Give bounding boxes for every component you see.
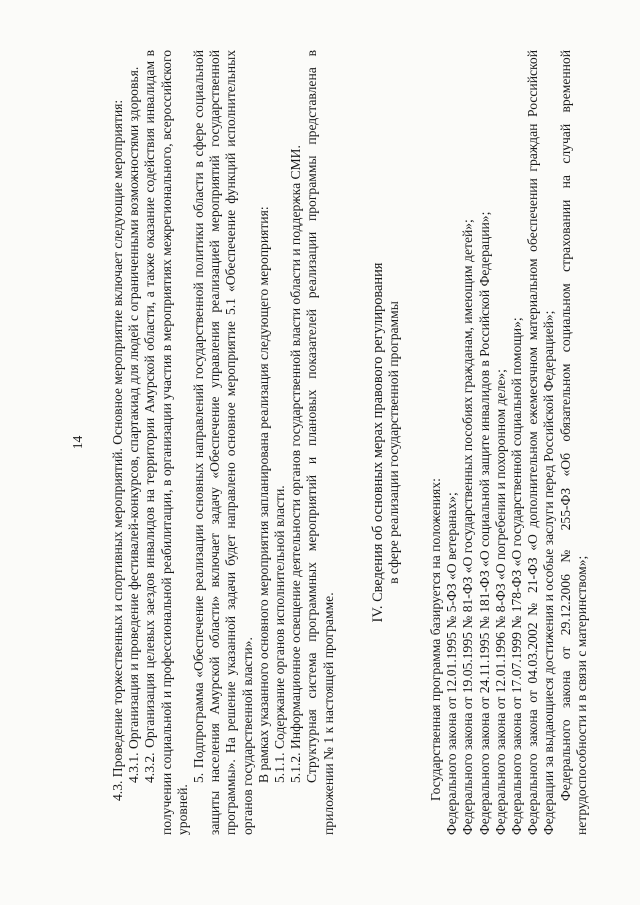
heading-line-2: в сфере реализации государственной программы (386, 301, 402, 584)
page-number: 14 (70, 435, 85, 450)
law-item: Федерального закона от 12.01.1995 № 5-ФЗ «О ветеранах»; (444, 492, 460, 835)
law-item: Федерального закона от 12.01.1996 № 8-ФЗ «О погребении и похоронном деле»; (492, 369, 508, 835)
item-4-3-2: 4.3.2. Организация целевых заездов инвалидов на территории Амурской области, а также оказание содействия инвалидам в получении социальной и профессиональной реабилитации, в организации участия в мероприятиях межрегионального, всероссийского уровней. (142, 50, 190, 835)
law-item: Федерального закона от 17.07.1999 № 178-ФЗ «О государственной социальной помощи»; (509, 317, 525, 835)
item-structure-note: Структурная система программных мероприятий и плановых показателей реализации программы представлена в приложении № 1 к настоящей программе. (304, 50, 336, 835)
item-4-3: 4.3. Проведение торжественных и спортивных мероприятий. Основное мероприятие включает следующие мероприятия: (110, 99, 125, 801)
laws-intro: Государственная программа базируется на положениях: (428, 478, 443, 801)
law-item: Федерального закона от 04.03.2002 № 21-ФЗ «О дополнительном ежемесячном материальном обеспечении граждан Российской Федерации за выдающиеся достижения и особые заслуги перед Российской Федерацией»; (525, 50, 557, 835)
item-4-3-1: 4.3.1. Организация и проведение фестивалей-конкурсов, спартакиад для людей с ограниченными возможностями здоровья. (126, 66, 142, 783)
item-5-intro: В рамках указанного основного мероприятия запланирована реализация следующего мероприятия: (255, 206, 271, 783)
item-5: 5. Подпрограмма «Обеспечение реализации основных направлений государственной политики области в сфере социальной защиты населения Амурской области» включает задачу «Обеспечение управления реализацией мероприятий государственной программы». На решение указанной задачи будет направлено основное мероприятие 5.1 «Обеспечение функций исполнительных органов государственной власти». (191, 50, 255, 835)
law-item: Федерального закона от 29.12.2006 № 255-ФЗ «Об обязательном социальном страховании на случай временной нетрудоспособности и в связи с материнством»; (557, 50, 589, 835)
section-iv-heading (370, 50, 402, 835)
law-item: Федерального закона от 19.05.1995 № 81-ФЗ «О государственных пособиях гражданам, имеющим детей»; (460, 219, 476, 835)
laws-list (428, 50, 590, 835)
heading-line-1: IV. Сведения об основных мерах правового регулирования (370, 262, 386, 623)
law-item: Федерального закона от 24.11.1995 № 181-ФЗ «О социальной защите инвалидов в Российской Федерации»; (476, 211, 492, 835)
item-5-1-2: 5.1.2. Информационное освещение деятельности органов государственной власти области и поддержка СМИ. (288, 145, 304, 783)
item-5-1-1: 5.1.1. Содержание органов исполнительной власти. (272, 485, 288, 783)
rotated-document (70, 50, 590, 835)
program-measures-section (110, 50, 337, 835)
